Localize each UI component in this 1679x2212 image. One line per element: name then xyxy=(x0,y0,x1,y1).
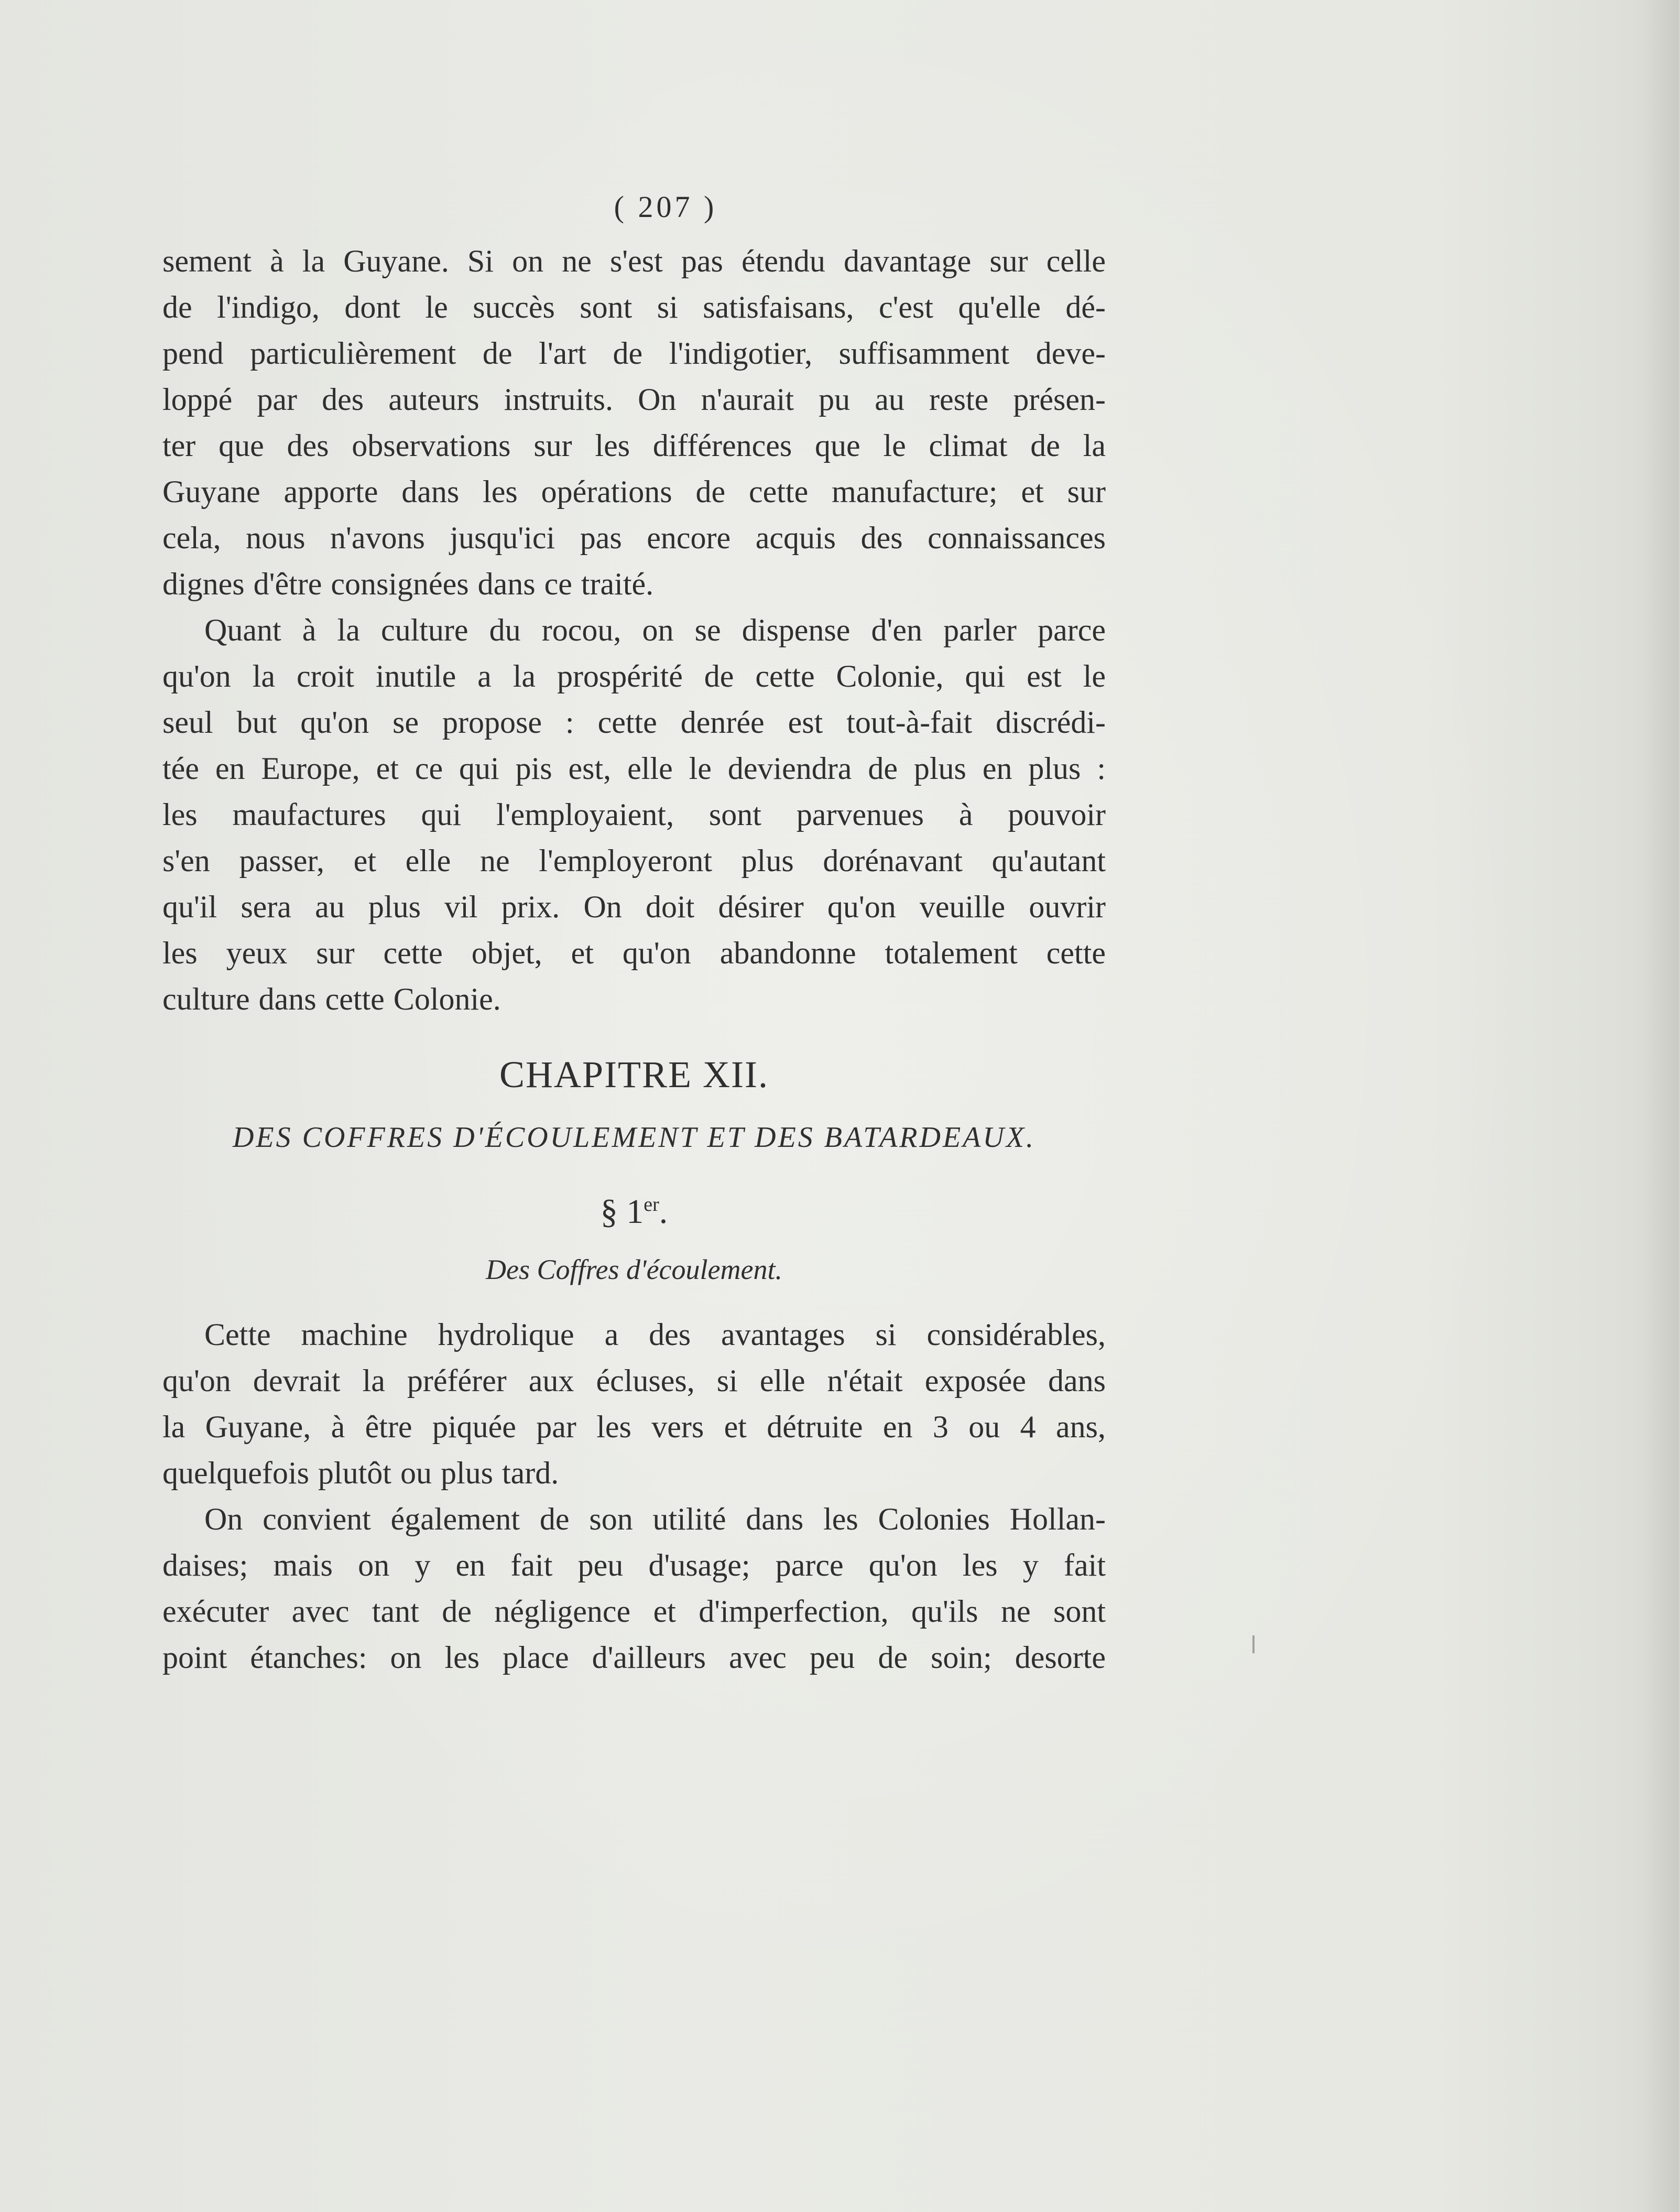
section-mark-text: § 1 xyxy=(600,1192,644,1231)
text-line: s'en passer, et elle ne l'employeront plus dorénavant qu'autant xyxy=(162,843,1106,878)
text-line: pend particulièrement de l'art de l'indigotier, suffisamment deve- xyxy=(162,336,1106,371)
text-line: qu'on la croit inutile a la prospérité de cette Colonie, qui est le xyxy=(162,659,1106,693)
text-line: dignes d'être consignées dans ce traité. xyxy=(162,567,654,601)
page-edge-shadow xyxy=(1642,0,1679,2212)
text-line: exécuter avec tant de négligence et d'imperfection, qu'ils ne sont xyxy=(162,1594,1106,1629)
text-line: daises; mais on y en fait peu d'usage; parce qu'on les y fait xyxy=(162,1548,1106,1582)
text-line: sement à la Guyane. Si on ne s'est pas étendu davantage sur celle xyxy=(162,244,1106,278)
text-line: Quant à la culture du rocou, on se dispense d'en parler parce xyxy=(204,613,1106,647)
text-line: les yeux sur cette objet, et qu'on abandonne totalement cette xyxy=(162,936,1106,970)
paragraph-machine-hydrolique xyxy=(162,1311,1106,1496)
text-line: la Guyane, à être piquée par les vers et détruite en 3 ou 4 ans, xyxy=(162,1409,1106,1444)
page-content xyxy=(162,189,1106,1680)
text-line: Cette machine hydrolique a des avantages si considérables, xyxy=(204,1317,1106,1352)
text-line: loppé par des auteurs instruits. On n'aurait pu au reste présen- xyxy=(162,382,1106,417)
text-line: quelquefois plutôt ou plus tard. xyxy=(162,1456,559,1490)
text-line: ter que des observations sur les différences que le climat de la xyxy=(162,428,1106,463)
text-line: point étanches: on les place d'ailleurs avec peu de soin; desorte xyxy=(162,1640,1106,1675)
chapter-subtitle: DES COFFRES D'ÉCOULEMENT ET DES BATARDEAUX. xyxy=(232,1121,1036,1154)
text-line: les maufactures qui l'employaient, sont parvenues à pouvoir xyxy=(162,797,1106,832)
ink-speck xyxy=(1252,1635,1255,1653)
text-line: On convient également de son utilité dans les Colonies Hollan- xyxy=(204,1502,1106,1536)
text-line: culture dans cette Colonie. xyxy=(162,982,501,1016)
text-line: tée en Europe, et ce qui pis est, elle le deviendra de plus en plus : xyxy=(162,751,1106,786)
text-line: cela, nous n'avons jusqu'ici pas encore acquis des connaissances xyxy=(162,521,1106,555)
text-line: qu'on devrait la préférer aux écluses, si elle n'était exposée dans xyxy=(162,1363,1106,1398)
page-number: ( 207 ) xyxy=(614,190,717,224)
paragraph-rocou xyxy=(162,607,1106,1022)
section-number: § 1er. xyxy=(600,1192,668,1231)
paragraph-indigo xyxy=(162,238,1106,607)
chapter-title: CHAPITRE XII. xyxy=(499,1054,769,1096)
text-line: de l'indigo, dont le succès sont si satisfaisans, c'est qu'elle dé- xyxy=(162,290,1106,324)
paragraph-colonies-hollandaises xyxy=(162,1496,1106,1680)
section-heading: Des Coffres d'écoulement. xyxy=(486,1254,782,1285)
text-line: seul but qu'on se propose : cette denrée est tout-à-fait discrédi- xyxy=(162,705,1106,740)
text-line: qu'il sera au plus vil prix. On doit désirer qu'on veuille ouvrir xyxy=(162,890,1106,924)
section-mark-superscript: er xyxy=(644,1194,659,1216)
text-line: Guyane apporte dans les opérations de cette manufacture; et sur xyxy=(162,474,1106,509)
